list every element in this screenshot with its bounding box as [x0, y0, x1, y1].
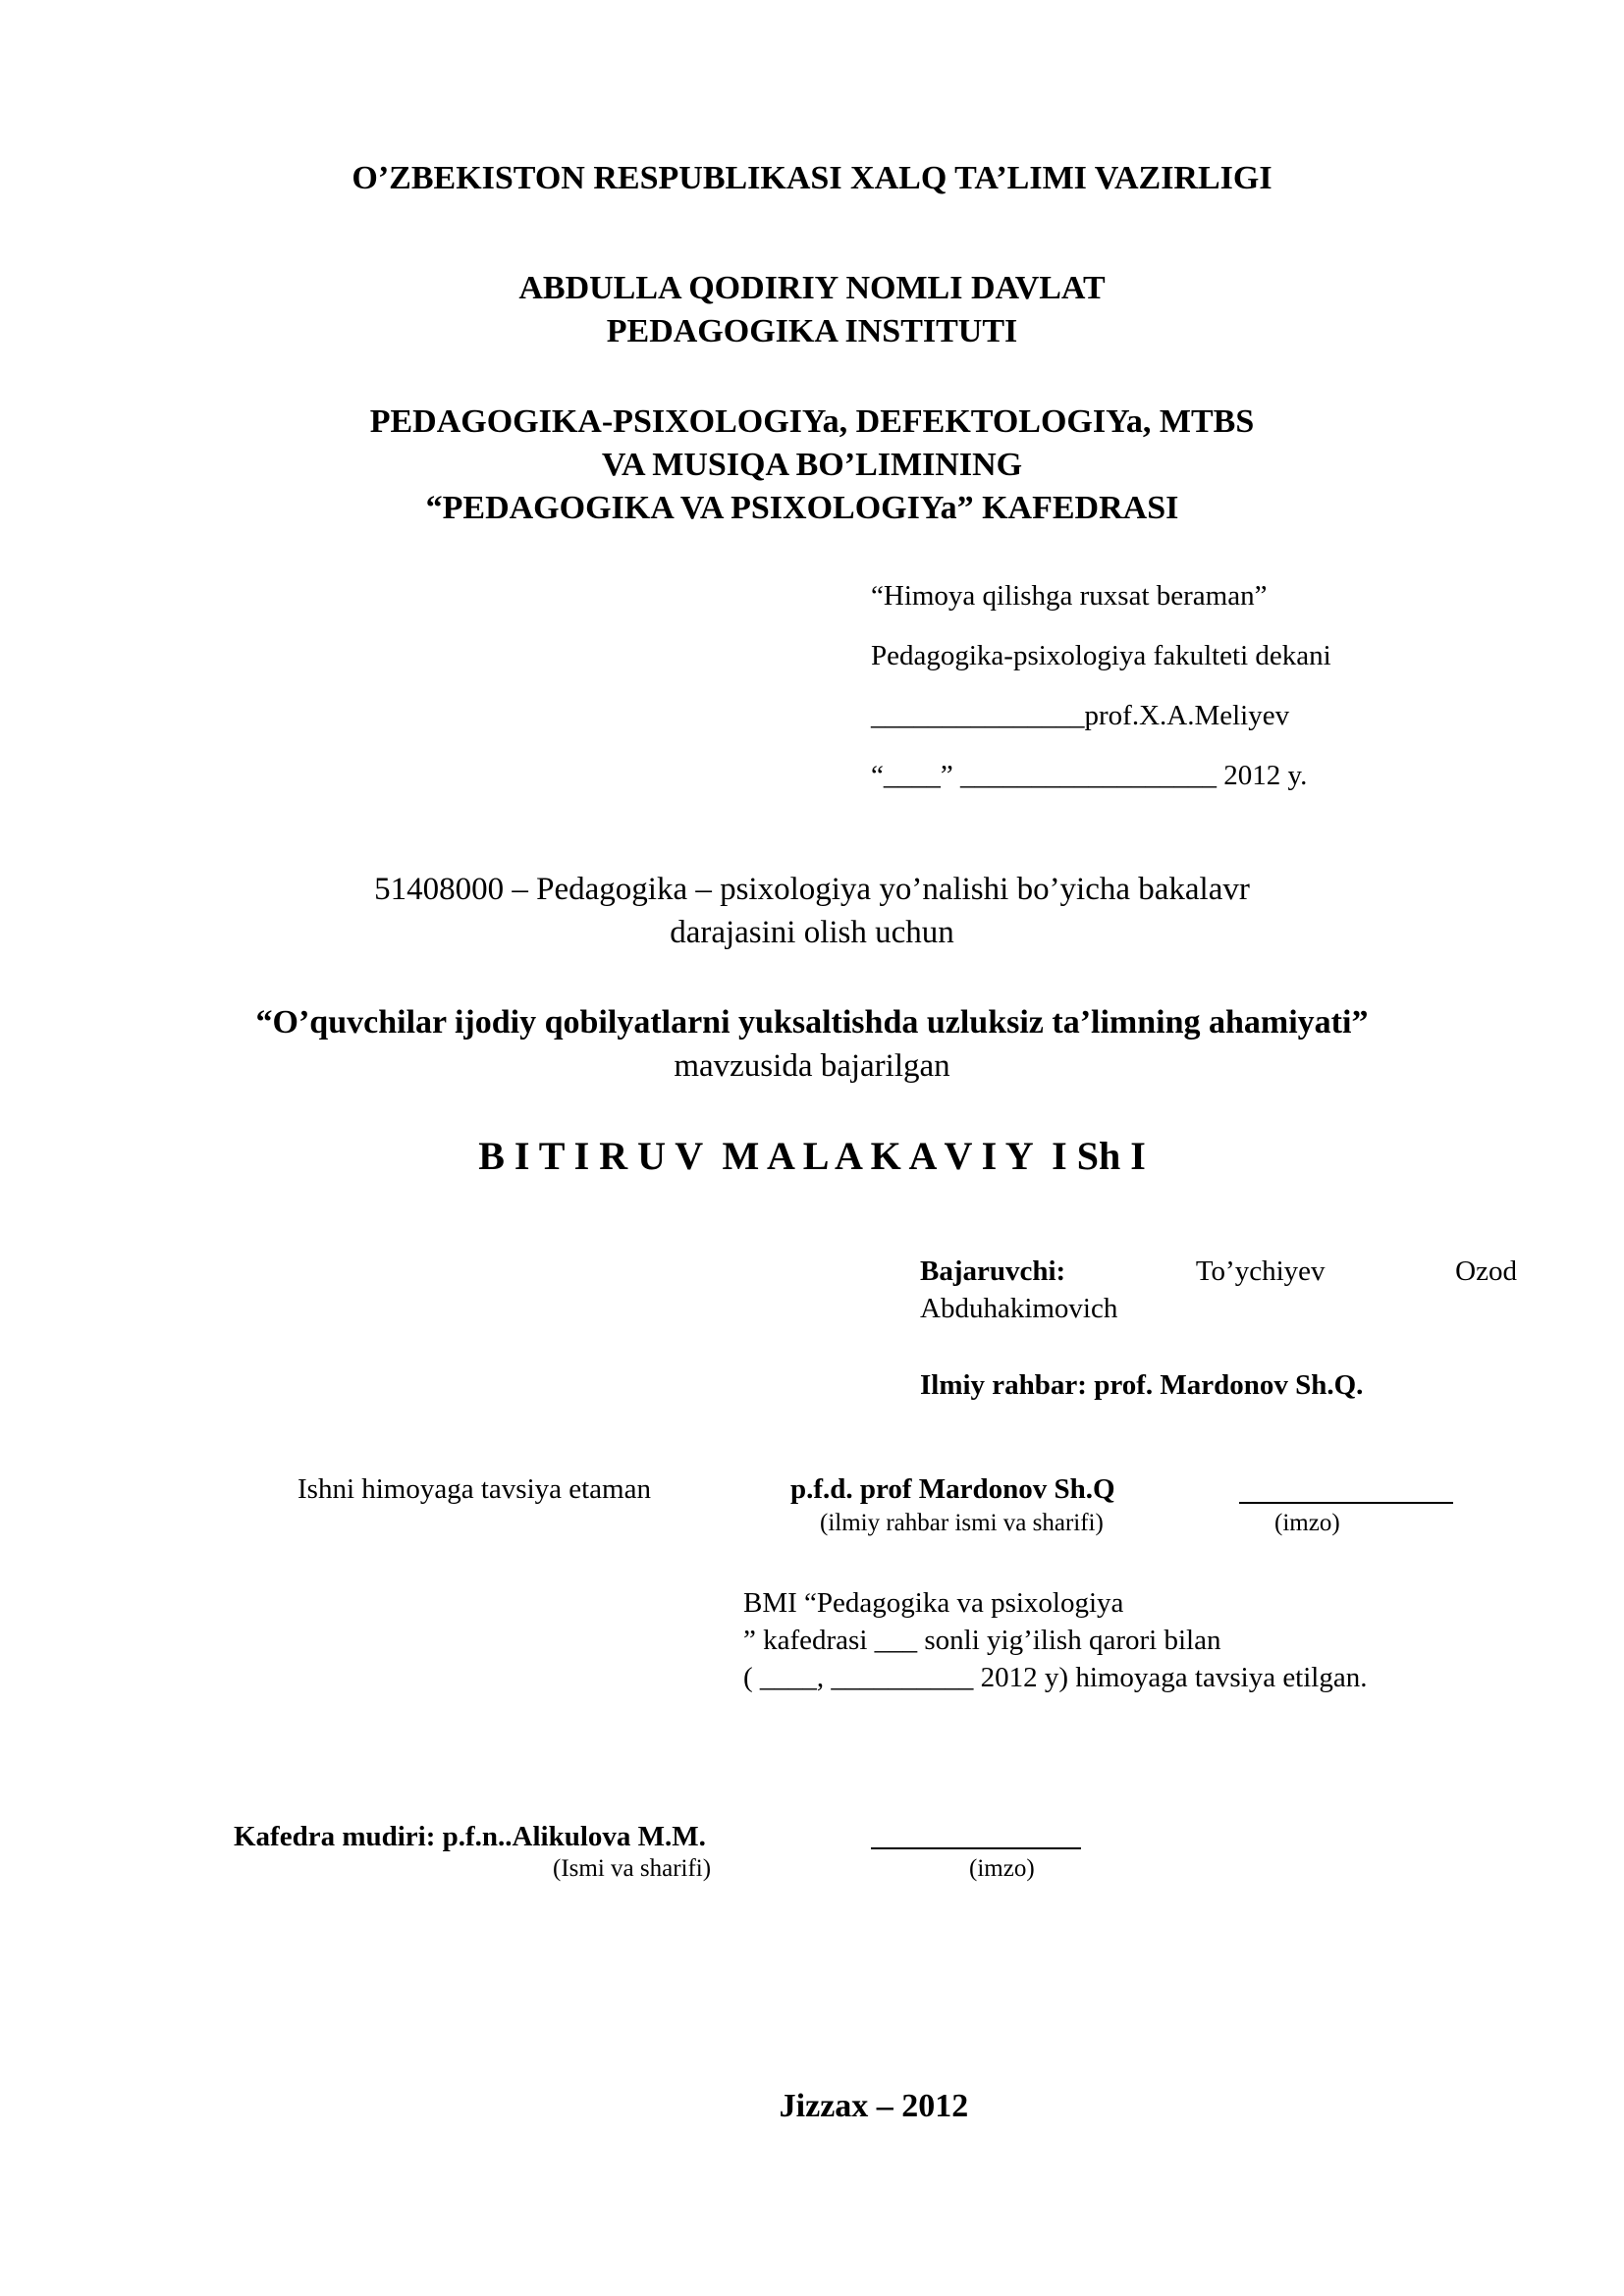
department-head: Kafedra mudiri: p.f.n..Alikulova M.M. [234, 1821, 706, 1852]
department-line3: “PEDAGOGIKA VA PSIXOLOGIYa” KAFEDRASI [425, 490, 1179, 526]
thesis-topic: “O’quvchilar ijodiy qobilyatlarni yuksaltishda uzluksiz ta’limning ahamiyati” [255, 1004, 1369, 1041]
supervisor-sign-caption: (imzo) [1274, 1510, 1340, 1536]
place-and-year: Jizzax – 2012 [779, 2088, 969, 2124]
head-sign-caption: (imzo) [969, 1855, 1035, 1882]
degree-purpose-line1: 51408000 – Pedagogika – psixologiya yo’nalishi bo’yicha bakalavr [374, 872, 1250, 907]
supervisor-signature-line [1239, 1502, 1453, 1504]
performer-surname: To’ychiyev [1195, 1255, 1326, 1287]
institute-name-line1: ABDULLA QODIRIY NOMLI DAVLAT [518, 270, 1106, 306]
decision-line2: ” kafedrasi ___ sonli yig’ilish qarori bilan [743, 1625, 1221, 1656]
approval-date: “____” __________________ 2012 y. [871, 760, 1308, 791]
performer-label: Bajaruvchi: [920, 1255, 1066, 1287]
ministry-heading: O’ZBEKISTON RESPUBLIKASI XALQ TA’LIMI VAZIRLIGI [352, 160, 1272, 196]
head-signature-line [871, 1847, 1081, 1849]
recommendation-label: Ishni himoyaga tavsiya etaman [298, 1473, 651, 1505]
decision-line3: ( ____, __________ 2012 y) himoyaga tavsiya etilgan. [743, 1662, 1368, 1693]
performer-name: Ozod [1455, 1255, 1517, 1287]
decision-line1: BMI “Pedagogika va psixologiya [743, 1587, 1124, 1619]
approval-statement: “Himoya qilishga ruxsat beraman” [871, 580, 1268, 612]
department-line2: VA MUSIQA BO’LIMINING [601, 447, 1023, 483]
supervisor-line: Ilmiy rahbar: prof. Mardonov Sh.Q. [920, 1369, 1364, 1401]
recommendation-supervisor-name: p.f.d. prof Mardonov Sh.Q [790, 1473, 1115, 1505]
performer-patronymic: Abduhakimovich [920, 1293, 1118, 1324]
head-name-caption: (Ismi va sharifi) [553, 1855, 712, 1882]
institute-name-line2: PEDAGOGIKA INSTITUTI [606, 313, 1018, 349]
approval-dean-title: Pedagogika-psixologiya fakulteti dekani [871, 640, 1331, 671]
supervisor-name-caption: (ilmiy rahbar ismi va sharifi) [820, 1510, 1104, 1536]
approval-dean-signature: _______________prof.X.A.Meliyev [871, 700, 1290, 731]
thesis-topic-subtitle: mavzusida bajarilgan [674, 1048, 950, 1084]
performer-line [920, 1253, 1517, 1290]
work-type-title: B I T I R U V M A L A K A V I Y I Sh I [478, 1134, 1146, 1178]
degree-purpose-line2: darajasini olish uchun [670, 915, 954, 950]
department-line1: PEDAGOGIKA-PSIXOLOGIYa, DEFEKTOLOGIYa, MTBS [369, 403, 1255, 440]
